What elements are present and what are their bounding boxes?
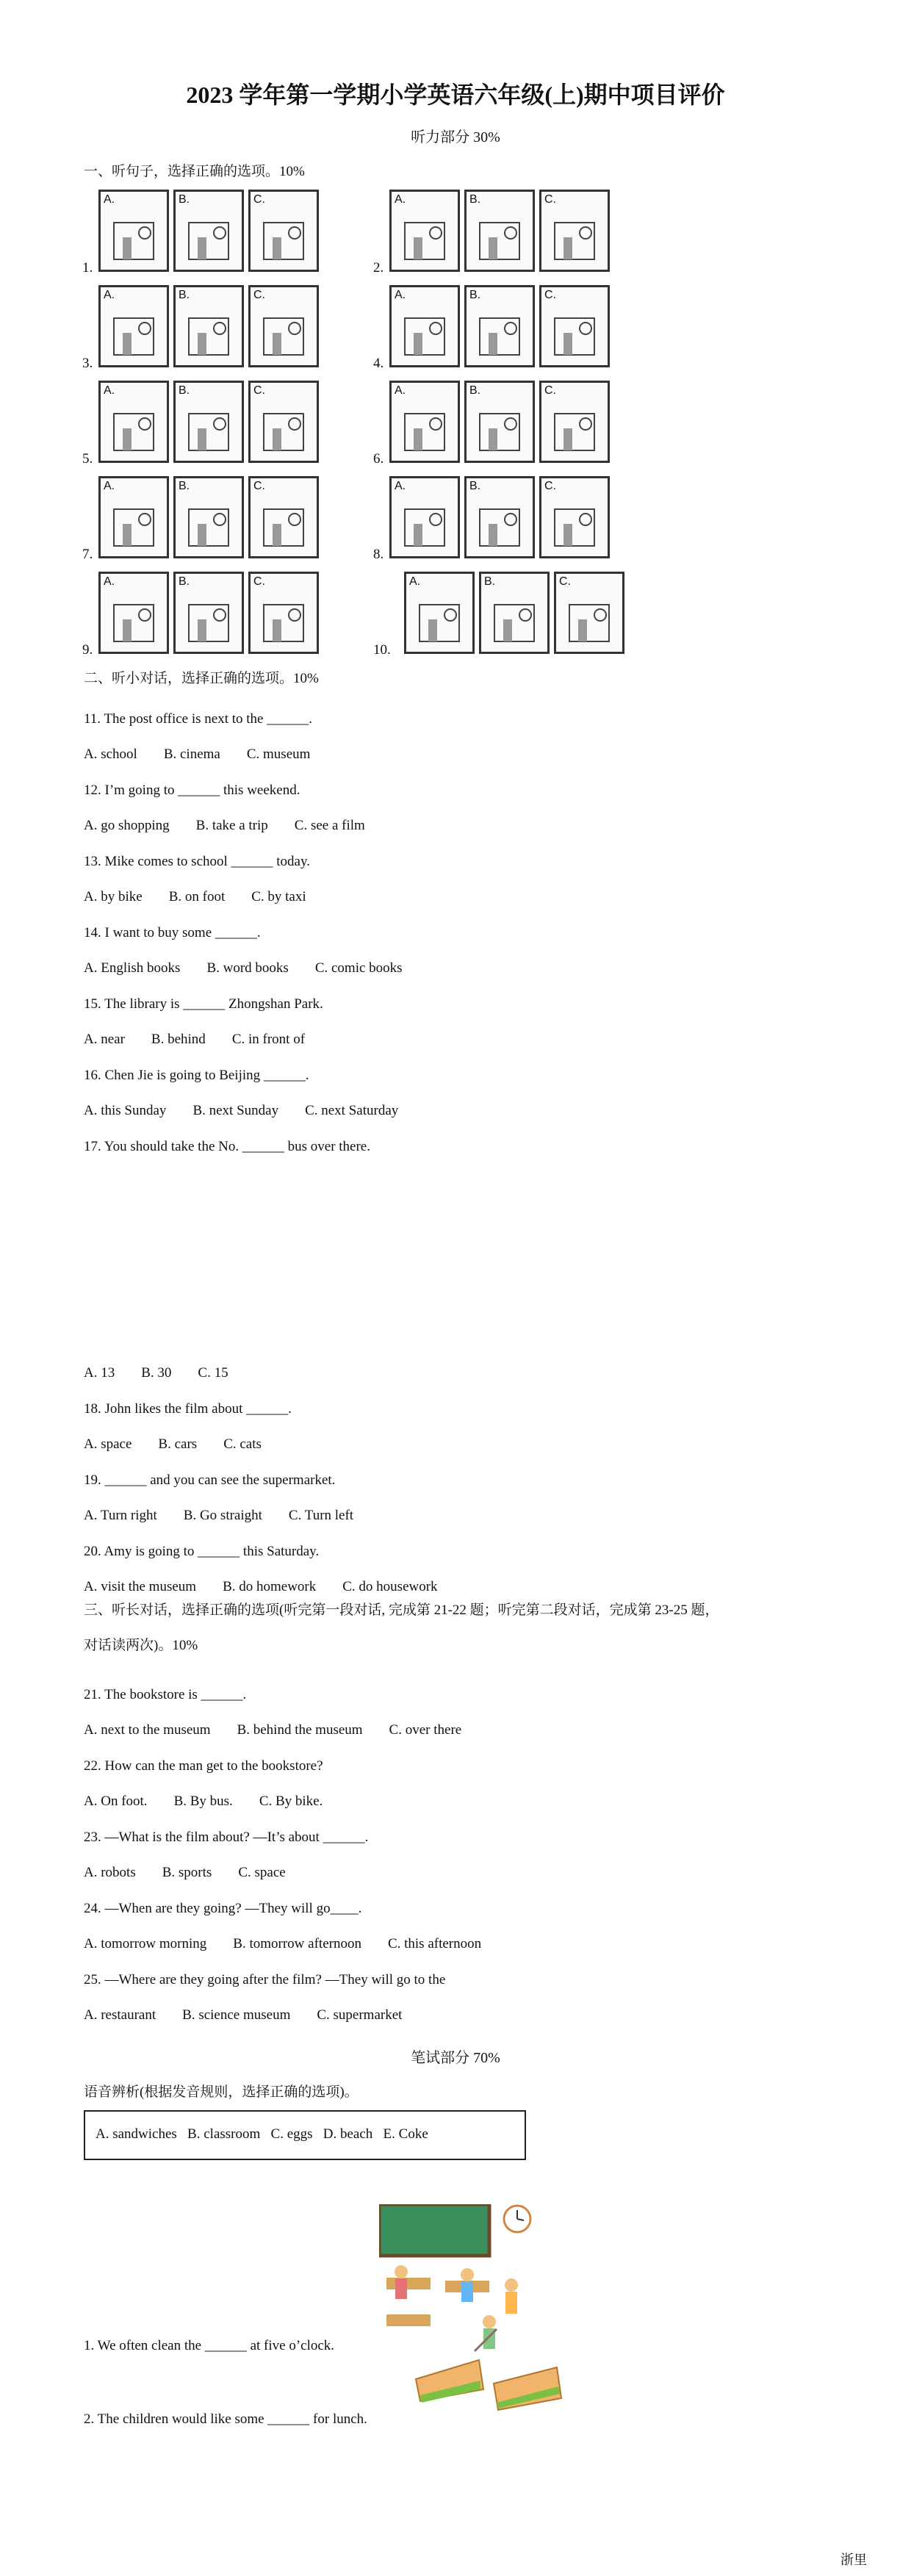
answer-option[interactable]: A. next to the museum [84, 1722, 211, 1738]
option-label: B. [179, 289, 190, 301]
option-picture-food-icon[interactable] [98, 572, 169, 654]
answer-option[interactable]: C. By bike. [259, 1794, 323, 1809]
question-4-options [84, 1936, 508, 1952]
question-number: 2. [373, 260, 384, 276]
answer-option[interactable]: B. tomorrow afternoon [233, 1936, 361, 1951]
option-picture-calculator-icon[interactable] [248, 476, 319, 558]
answer-option[interactable]: B. behind [151, 1032, 206, 1047]
option-label: C. [253, 480, 265, 492]
option-picture-bus-icon[interactable] [248, 285, 319, 367]
answer-option[interactable]: B. do homework [223, 1579, 317, 1594]
answer-option[interactable]: B. Go straight [183, 1508, 262, 1523]
option-label: A. [395, 193, 406, 206]
section1-heading: 一、听句子，选择正确的选项。10% [84, 164, 305, 179]
option-label: C. [544, 384, 556, 397]
option-picture-no-bike-icon[interactable] [554, 572, 624, 654]
question-1-options [84, 1722, 488, 1738]
option-label: A. [395, 384, 406, 397]
option-picture-board-icon[interactable] [173, 476, 244, 558]
question-7-stem: 17. You should take the No. ______ bus over there. [84, 1139, 370, 1154]
board-icon [183, 494, 234, 552]
calculator-icon [258, 494, 309, 552]
option-picture-helmet-icon[interactable] [479, 572, 550, 654]
option-label: A. [104, 289, 115, 301]
option-picture-family-icon[interactable] [389, 381, 460, 463]
option-label: C. [253, 289, 265, 301]
option-picture-go-straight-sign-icon[interactable] [464, 190, 535, 272]
answer-option[interactable]: C. by taxi [251, 889, 306, 904]
question-5-options [84, 1032, 331, 1048]
written-header: 笔试部分 70% [411, 2050, 500, 2066]
section2-heading: 二、听小对话，选择正确的选项。10% [84, 671, 319, 686]
question-7-options [84, 1365, 255, 1381]
question-3-stem: 23. —What is the film about? —It’s about ______. [84, 1830, 369, 1845]
answer-option[interactable]: B. next Sunday [192, 1103, 279, 1118]
plane-icon [183, 303, 234, 361]
option-picture-people-icon[interactable] [464, 381, 535, 463]
answer-option[interactable]: C. space [238, 1865, 286, 1880]
option-label: A. [395, 289, 406, 301]
question-4-options [84, 960, 429, 976]
option-label: B. [469, 480, 481, 492]
answer-option[interactable]: B. sports [162, 1865, 212, 1880]
book-icon [474, 494, 525, 552]
option-label: A. [409, 575, 421, 588]
pizza-icon [258, 590, 309, 647]
question-number: 4. [373, 356, 384, 371]
answer-option[interactable]: B. behind the museum [237, 1722, 363, 1738]
page-title: 2023 学年第一学期小学英语六年级(上)期中项目评价 [186, 82, 725, 108]
answer-option[interactable]: C. comic books [314, 960, 403, 976]
option-label: B. [469, 193, 481, 206]
answer-option[interactable]: B. take a trip [195, 818, 268, 833]
option-picture-pizza-icon[interactable] [248, 572, 319, 654]
crossing-icon [399, 303, 450, 361]
answer-option[interactable]: C. over there [389, 1722, 462, 1738]
question-number: 6. [373, 451, 384, 467]
question-3-stem: 13. Mike comes to school ______ today. [84, 854, 311, 869]
answer-option[interactable]: C. this afternoon [387, 1936, 482, 1951]
answer-option[interactable]: C. museum [246, 746, 311, 762]
question-2-stem: 22. How can the man get to the bookstore? [84, 1758, 323, 1774]
question-9-stem: 19. ______ and you can see the supermarket. [84, 1472, 336, 1488]
option-label: B. [469, 289, 481, 301]
option-picture-shop-icon[interactable] [173, 190, 244, 272]
option-picture-map-icon[interactable] [173, 381, 244, 463]
question-2-options [84, 1794, 349, 1810]
no-bike-icon [563, 590, 615, 647]
option-picture-map-icon[interactable] [248, 381, 319, 463]
go-straight-sign-icon [474, 208, 525, 265]
option-label: A. [395, 480, 406, 492]
people-icon [474, 399, 525, 456]
answer-option[interactable]: A. space [84, 1436, 132, 1452]
option-picture-dumplings-icon[interactable] [173, 572, 244, 654]
dumplings-icon [183, 590, 234, 647]
question-5-options [84, 2007, 428, 2023]
option-picture-newspaper-icon[interactable] [389, 476, 460, 558]
option-picture-crosswalk-icon[interactable] [539, 285, 610, 367]
option-label: B. [179, 480, 190, 492]
option-label: A. [104, 193, 115, 206]
answer-option[interactable]: A. go shopping [84, 818, 170, 833]
question-6-options [84, 1103, 425, 1119]
answer-option[interactable]: A. restaurant [84, 2007, 156, 2023]
option-label: B. [179, 575, 190, 588]
answer-option[interactable]: C. do housework [342, 1579, 438, 1594]
question-10-options [84, 1579, 464, 1595]
phonics-question-1: 1. We often clean the ______ at five o’clock. [84, 2338, 335, 2353]
option-label: A. [104, 575, 115, 588]
question-2-stem: 12. I’m going to ______ this weekend. [84, 782, 300, 798]
question-10-stem: 20. Amy is going to ______ this Saturday. [84, 1544, 320, 1559]
option-picture-turn-left-sign-icon[interactable] [389, 190, 460, 272]
answer-option[interactable]: C. Turn left [288, 1508, 354, 1523]
newspaper-icon [399, 494, 450, 552]
option-picture-plane-icon[interactable] [173, 285, 244, 367]
answer-option[interactable]: A. school [84, 746, 137, 762]
option-picture-hospital-icon[interactable] [248, 190, 319, 272]
option-label: B. [469, 384, 481, 397]
option-label: C. [253, 575, 265, 588]
question-number: 1. [82, 260, 93, 276]
answer-option[interactable]: C. supermarket [317, 2007, 403, 2023]
answer-option[interactable]: B. 30 [141, 1365, 172, 1381]
answer-option[interactable]: A. near [84, 1032, 125, 1047]
answer-option[interactable]: B. By bus. [173, 1794, 233, 1809]
answer-option[interactable]: C. cats [223, 1436, 262, 1452]
question-4-stem: 24. —When are they going? —They will go____. [84, 1901, 362, 1916]
answer-option[interactable]: B. science museum [182, 2007, 291, 2023]
question-1-stem: 11. The post office is next to the ______. [84, 711, 312, 727]
question-number: 3. [82, 356, 93, 371]
question-number: 8. [373, 547, 384, 562]
answer-option[interactable]: B. cars [158, 1436, 198, 1452]
answer-option[interactable]: A. Turn right [84, 1508, 157, 1523]
question-3-options [84, 889, 333, 905]
phonics-heading: 语音辨析(根据发音规则，选择正确的选项)。 [84, 2084, 359, 2100]
question-1-options [84, 746, 336, 763]
shop-icon [183, 208, 234, 265]
train-icon [108, 303, 159, 361]
question-number: 5. [82, 451, 93, 467]
option-label: B. [484, 575, 496, 588]
question-3-options [84, 1865, 312, 1881]
chair-icon [414, 590, 465, 647]
option-picture-crossing-icon[interactable] [389, 285, 460, 367]
classroom-illustration [379, 2204, 532, 2356]
question-2-options [84, 818, 392, 834]
answer-option[interactable]: A. by bike [84, 889, 143, 904]
map-icon [183, 399, 234, 456]
option-picture-building-icon[interactable] [98, 190, 169, 272]
question-8-stem: 18. John likes the film about ______. [84, 1401, 292, 1417]
crosswalk-icon [549, 303, 600, 361]
hospital-icon [258, 208, 309, 265]
option-picture-magazine-icon[interactable] [539, 476, 610, 558]
option-picture-book-icon[interactable] [464, 476, 535, 558]
question-8-options [84, 1436, 288, 1453]
question-6-stem: 16. Chen Jie is going to Beijing ______. [84, 1068, 309, 1083]
answer-option[interactable]: A. this Sunday [84, 1103, 167, 1118]
phonics-question-2: 2. The children would like some ______ for lunch. [84, 2411, 367, 2427]
option-label: C. [559, 575, 571, 588]
answer-option[interactable]: A. English books [84, 960, 181, 976]
question-5-stem: 25. —Where are they going after the film? —They will go to the [84, 1972, 446, 1987]
section3-heading-line1: 三、听长对话，选择正确的选项(听完第一段对话, 完成第 21-22 题；听完第二段对话，完成第 23-25 题， [84, 1602, 719, 1618]
question-4-stem: 14. I want to buy some ______. [84, 925, 261, 940]
option-picture-shopping-icon[interactable] [539, 381, 610, 463]
option-label: C. [253, 384, 265, 397]
answer-option[interactable]: B. word books [206, 960, 289, 976]
section3-heading-line2: 对话读两次)。10% [84, 1638, 198, 1653]
phonics-word-box [84, 2110, 526, 2160]
answer-option[interactable]: A. 13 [84, 1365, 115, 1381]
answer-option[interactable]: A. visit the museum [84, 1579, 197, 1594]
magazine-icon [549, 494, 600, 552]
option-picture-chair-icon[interactable] [404, 572, 475, 654]
family-icon [399, 399, 450, 456]
question-number: 7. [82, 547, 93, 562]
option-label: B. [179, 384, 190, 397]
answer-option[interactable]: A. On foot. [84, 1794, 148, 1809]
building-icon [108, 208, 159, 265]
option-label: C. [544, 193, 556, 206]
food-icon [108, 590, 159, 647]
question-number: 9. [82, 642, 93, 658]
question-number: 10. [373, 642, 391, 658]
answer-option[interactable]: C. 15 [198, 1365, 228, 1381]
listening-header: 听力部分 30% [411, 129, 500, 145]
option-label: C. [544, 289, 556, 301]
answer-option[interactable]: C. in front of [231, 1032, 306, 1047]
answer-option[interactable]: A. tomorrow morning [84, 1936, 207, 1951]
question-1-stem: 21. The bookstore is ______. [84, 1687, 247, 1702]
option-picture-street-icon[interactable] [464, 285, 535, 367]
option-label: C. [253, 193, 265, 206]
option-label: B. [179, 193, 190, 206]
footer-text: 浙里 [840, 2552, 867, 2567]
option-picture-map-icon[interactable] [98, 381, 169, 463]
option-picture-train-icon[interactable] [98, 285, 169, 367]
answer-option[interactable]: C. next Saturday [305, 1103, 399, 1118]
sandwiches-illustration [413, 2357, 564, 2413]
compass-icon [108, 494, 159, 552]
answer-option[interactable]: B. on foot [168, 889, 226, 904]
option-picture-compass-icon[interactable] [98, 476, 169, 558]
answer-option[interactable]: B. cinema [163, 746, 220, 762]
option-label: A. [104, 384, 115, 397]
option-label: A. [104, 480, 115, 492]
answer-option[interactable]: C. see a film [294, 818, 365, 833]
question-5-stem: 15. The library is ______ Zhongshan Park. [84, 996, 323, 1012]
answer-option[interactable]: A. robots [84, 1865, 136, 1880]
helmet-icon [489, 590, 540, 647]
map-icon [258, 399, 309, 456]
option-picture-turn-right-sign-icon[interactable] [539, 190, 610, 272]
turn-right-sign-icon [549, 208, 600, 265]
question-9-options [84, 1508, 380, 1524]
shopping-icon [549, 399, 600, 456]
bus-icon [258, 303, 309, 361]
street-icon [474, 303, 525, 361]
phonics-word-list: A. sandwiches B. classroom C. eggs D. beach E. Coke [96, 2126, 428, 2142]
option-label: C. [544, 480, 556, 492]
map-icon [108, 399, 159, 456]
turn-left-sign-icon [399, 208, 450, 265]
